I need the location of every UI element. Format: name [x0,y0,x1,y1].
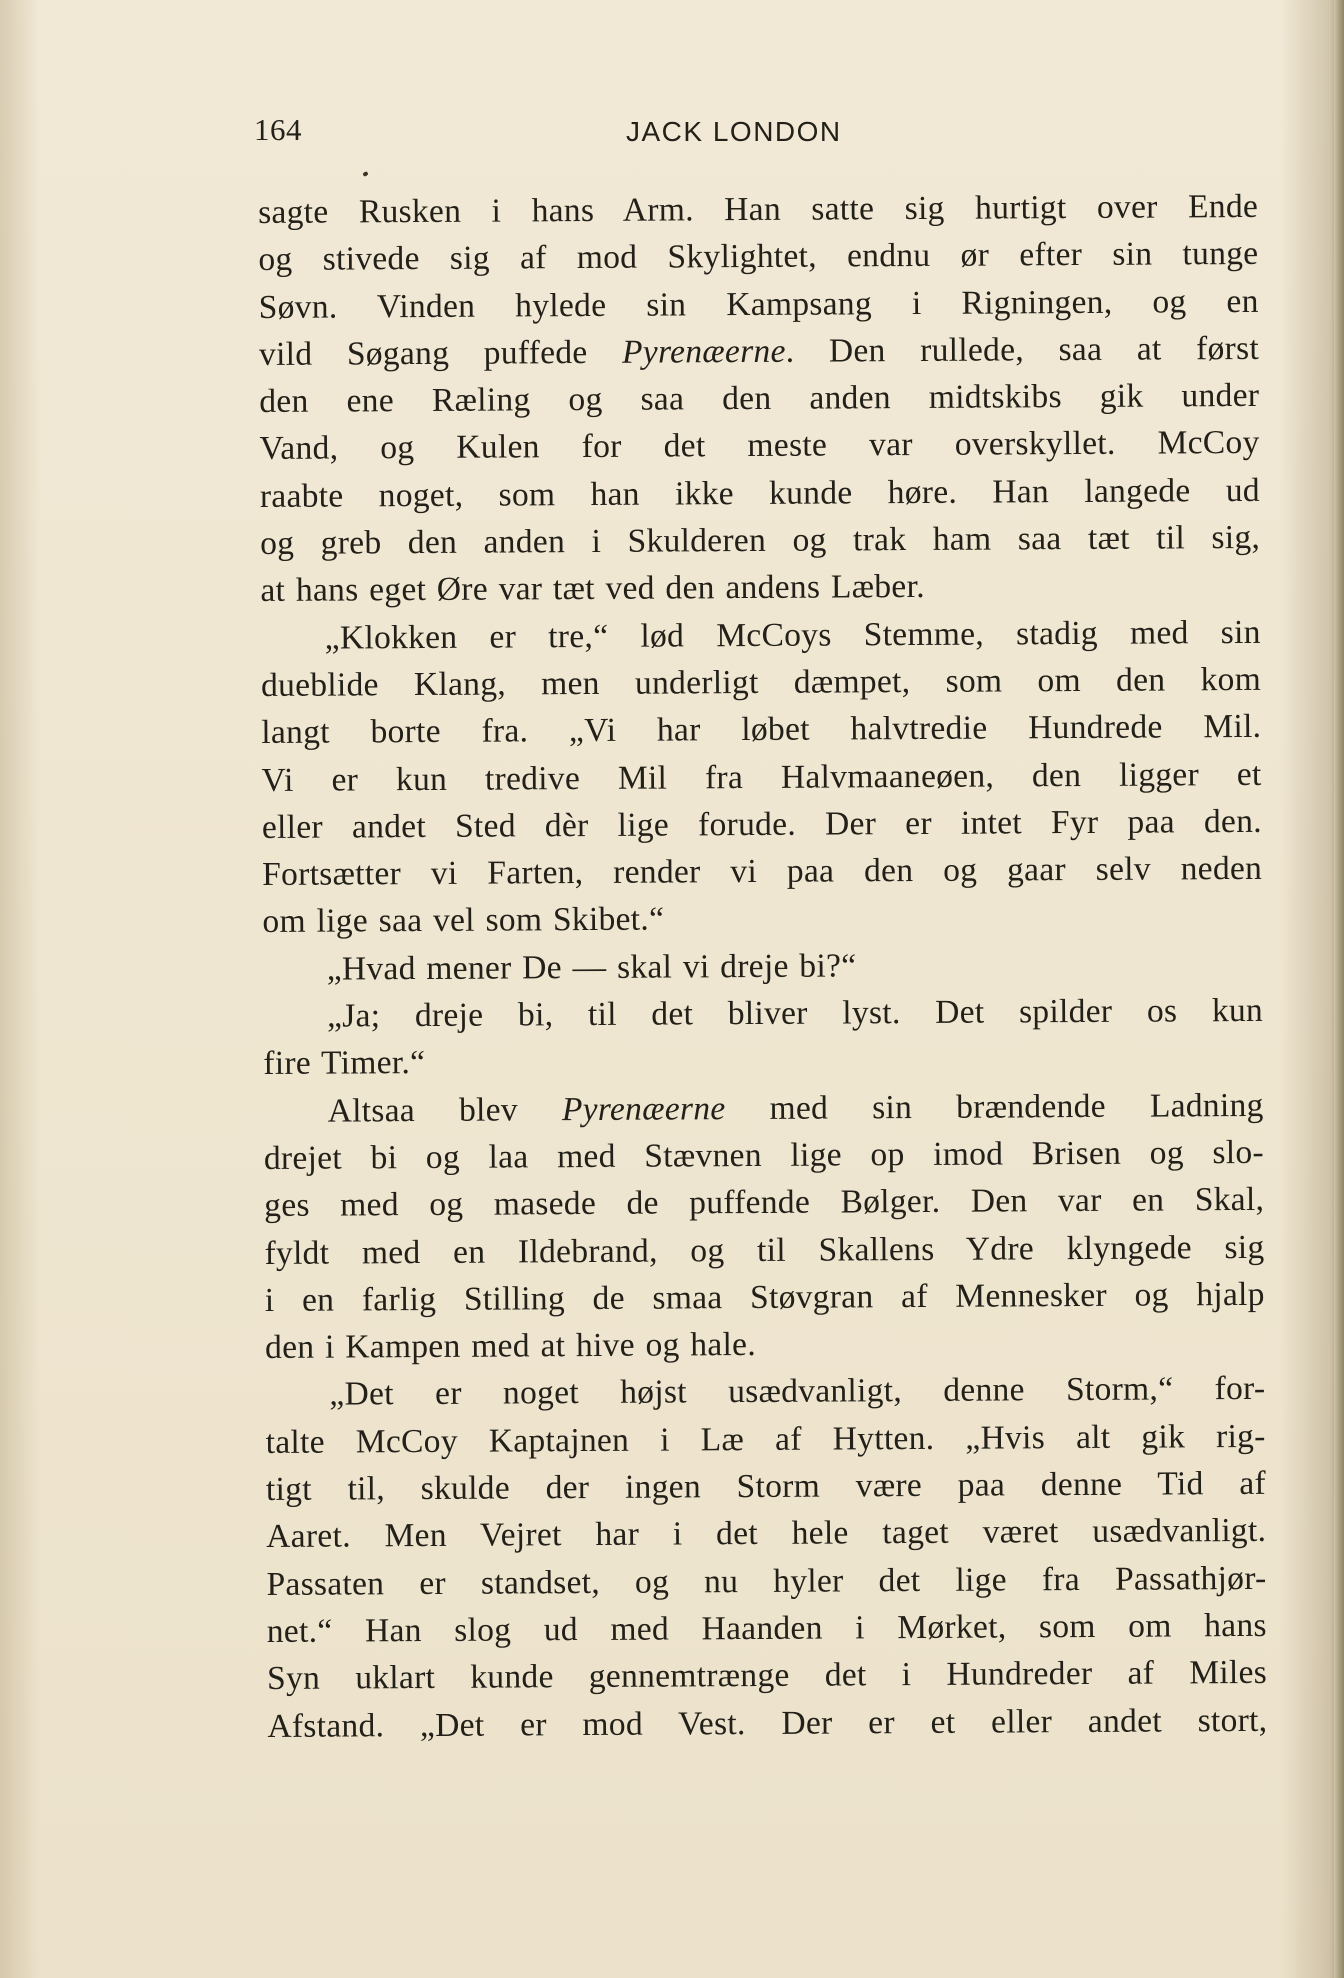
text-line: Vand, og Kulen for det meste var overskyllet. McCoy [259,424,1260,468]
text-line: „Ja; dreje bi, til det bliver lyst. Det spilder os kun [326,991,1264,1035]
text-line: og stivede sig af mod Skylightet, endnu ør efter sin tunge [258,235,1259,279]
text-line: eller andet Sted dèr lige forude. Der er intet Fyr paa den. [261,802,1262,846]
ship-name-italic: Pyrenæerne [621,332,786,371]
text-line: dueblide Klang, men underligt dæmpet, som om den kom [260,660,1262,704]
text-line: „Det er noget højst usædvanligt, denne Storm,“ for- [329,1370,1266,1414]
text-line: Vi er kun tredive Mil fra Halvmaaneøen, den ligger et [261,755,1262,799]
text-line: i en farlig Stilling de smaa Støvgran af Mennesker og hjalp [264,1275,1265,1319]
running-head: JACK LONDON [626,116,842,147]
page-edge-shadow [1334,0,1344,1978]
body-text [258,183,1268,1750]
text-line: „Hvad mener De — skal vi dreje bi?“ [326,947,857,988]
text-line: den i Kampen med at hive og hale. [264,1326,757,1367]
text-run: vild Søgang puffede [258,333,623,373]
text-line: tigt til, skulde der ingen Storm være paa denne Tid af [265,1464,1267,1508]
text-run: . Den rullede, saa at først [785,329,1260,370]
text-run: Altsaa blev [327,1090,563,1130]
page-number: 164 [254,112,302,147]
text-line: om lige saa vel som Skibet.“ [262,900,665,941]
text-line: talte McCoy Kaptajnen i Læ af Hytten. „Hvis alt gik rig- [265,1417,1266,1461]
text-line: fyldt med en Ildebrand, og til Skallens Ydre klyngede sig [264,1228,1265,1272]
text-line: raabte noget, som han ikke kunde høre. Han langede ud [259,471,1260,515]
text-line: drejet bi og laa med Stævnen lige op imod Brisen og slo- [263,1133,1265,1177]
ship-name-italic: Pyrenæerne [561,1089,726,1128]
print-speck [362,171,368,177]
text-line: at hans eget Øre var tæt ved den andens Læber. [260,568,925,610]
text-line: Aaret. Men Vejret har i det hele taget været usædvanligt. [266,1512,1267,1556]
text-line: ges med og masede de puffende Bølger. Den var en Skal, [264,1181,1265,1225]
text-line: net.“ Han slog ud med Haanden i Mørket, som om hans [266,1606,1267,1650]
text-line: den ene Ræling og saa den anden midtskibs gik under [259,377,1260,421]
page-header [254,112,1274,162]
text-line: Søvn. Vinden hylede sin Kampsang i Rigningen, og en [258,282,1259,326]
text-line: sagte Rusken i hans Arm. Han satte sig hurtigt over Ende [258,187,1259,231]
text-line: og greb den anden i Skulderen og trak ham saa tæt til sig, [260,518,1261,563]
text-line: Afstand. „Det er mod Vest. Der er et eller andet stort, [267,1701,1268,1745]
text-line: fire Timer.“ [263,1044,426,1083]
text-line: Syn uklart kunde gennemtrænge det i Hundreder af Miles [266,1654,1268,1698]
text-line: „Klokken er tre,“ lød McCoys Stemme, stadig med sin [324,613,1261,657]
text-line: Passaten er standset, og nu hyler det lige fra Passathjør- [266,1559,1267,1603]
text-run: med sin brændende Ladning [725,1086,1264,1127]
text-line: Fortsætter vi Farten, render vi paa den og gaar selv neden [262,850,1263,894]
text-line: langt borte fra. „Vi har løbet halvtredie Hundrede Mil. [261,708,1262,752]
text-line [259,325,1259,378]
text-line [263,1082,1263,1135]
